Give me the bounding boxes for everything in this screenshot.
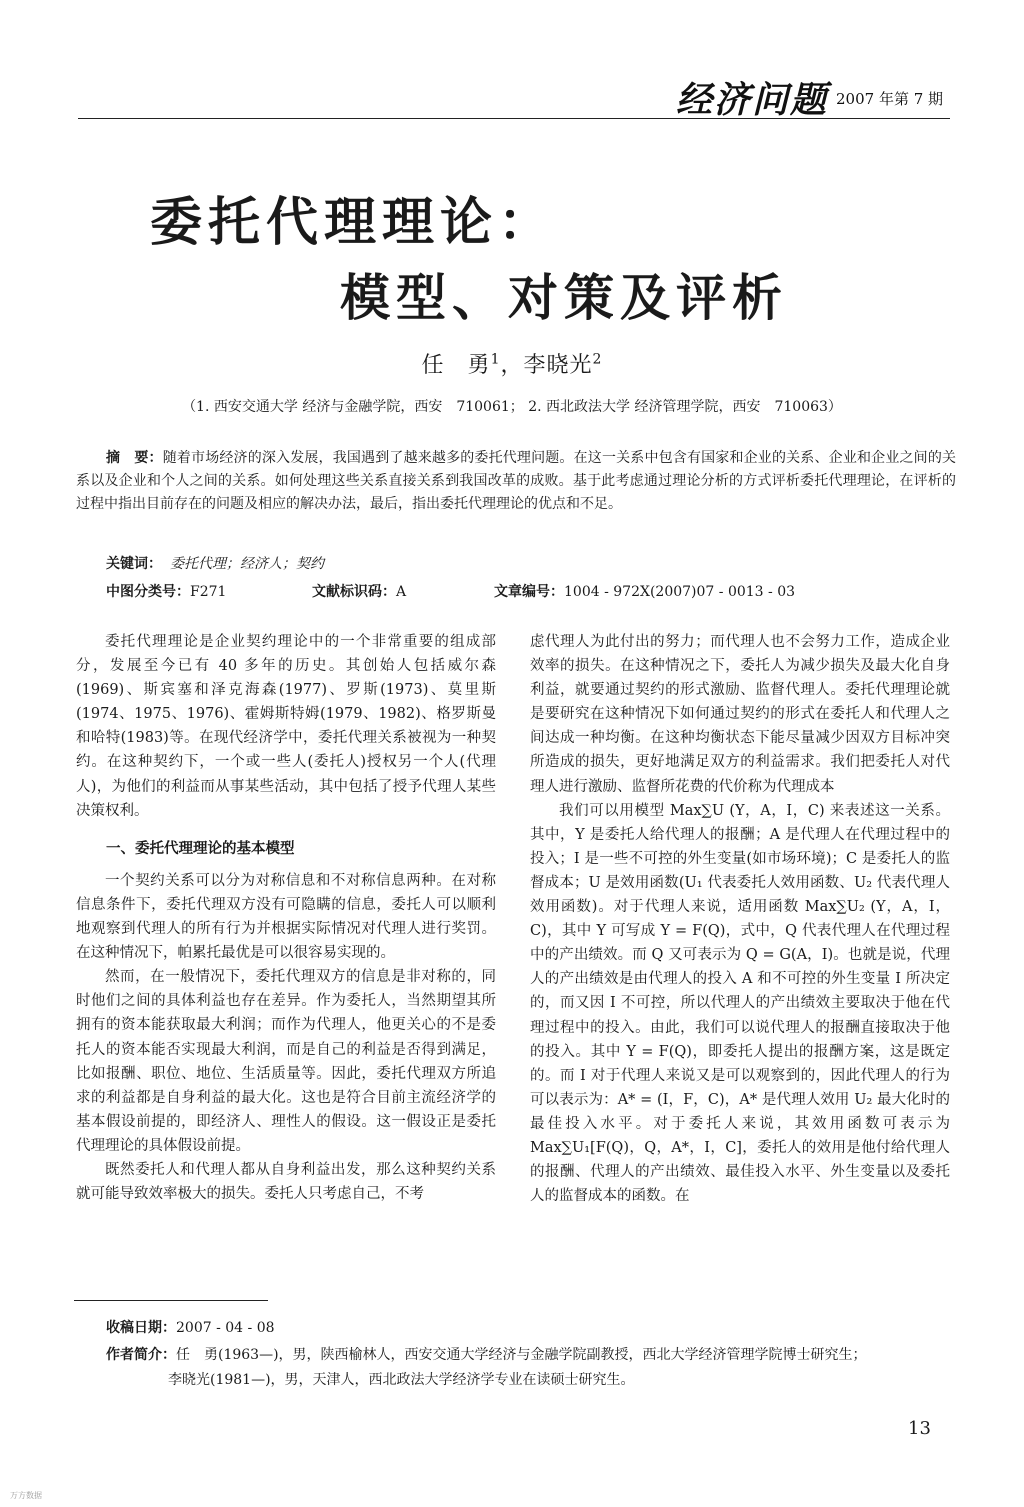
article-number xyxy=(494,581,795,601)
journal-logo: 经济问题 xyxy=(676,80,829,121)
author-bio xyxy=(106,1343,966,1393)
received-value: 2007 - 04 - 08 xyxy=(176,1320,275,1336)
issue-info: 2007 年第 7 期 xyxy=(836,90,944,108)
body-column-left xyxy=(76,630,496,1206)
watermark: 万方数据 xyxy=(10,1491,42,1500)
paragraph: 虑代理人为此付出的努力；而代理人也不会努力工作，造成企业效率的损失。在这种情况之下，委托人为减少损失及最大化自身利益，就要通过契约的形式激励、监督代理人。委托代理理论就是要研究在这种情况下如何通过契约的形式在委托人和代理人之间达成一种均衡。在这种均衡状态下能尽量减少因双方目标冲突所造成的损失，更好地满足双方的利益需求。我们把委托人对代理人进行激励、监督所花费的代价称为代理成本 xyxy=(530,634,950,795)
article-value: 1004 - 972X(2007)07 - 0013 - 03 xyxy=(564,584,796,600)
paragraph: 我们可以用模型 Max∑U (Y，A，I，C) 来表述这一关系。其中，Y 是委托人给代理人的报酬；A 是代理人在代理过程中的投入；I 是一些不可控的外生变量(如市场环境)；C 是委托人的监督成本；U 是效用函数(U₁ 代表委托人效用函数、U₂ 代表代理人效用函数)。对于代理人来说，适用函数 Max∑U₂ (Y，A，I，C)，其中 Y 可写成 Y = F(Q)，式中，Q 代表代理人在代理过程中的产出绩效。而 Q 又可表示为 Q = G(A，I)。也就是说，代理人的产出绩效是由代理人的投入 A 和不可控的外生变量 I 所决定的，而又因 I 不可控，所以代理人的产出绩效主要取决于他在代理过程中的投入。由此，我们可以说代理人的报酬直接取决于他的投入。其中 Y = F(Q)，即委托人提出的报酬方案，这是既定的。而 I 对于代理人来说又是可以观察到的，因此代理人的行为可以表示为：A* = (I，F，C)，A* 是代理人效用 U₂ 最大化时的最佳投入水平。对于委托人来说，其效用函数可表示为 Max∑U₁[F(Q)，Q，A*，I，C]，委托人的效用是他付给代理人的报酬、代理人的产出绩效、最佳投入水平、外生变量以及委托人的监督成本的函数。在 xyxy=(530,802,950,1205)
header-rule xyxy=(78,118,950,119)
keywords-value: 委托代理；经济人；契约 xyxy=(170,556,324,572)
bio-author-1: 任 勇(1963—)，男，陕西榆林人，西安交通大学经济与金融学院副教授，西北大学经济管理学院博士研究生； xyxy=(176,1347,867,1363)
doc-value: A xyxy=(396,584,407,600)
author-separator: ， xyxy=(500,353,524,378)
author-2: 李晓光 xyxy=(523,353,593,378)
received-label: 收稿日期： xyxy=(106,1320,176,1336)
affiliations: （1. 西安交通大学 经济与金融学院，西安 710061； 2. 西北政法大学 经济管理学院，西安 710063） xyxy=(182,399,842,415)
doc-label: 文献标识码： xyxy=(312,584,396,600)
abstract-label: 摘 要： xyxy=(106,450,163,466)
title-line-2: 模型、对策及评析 xyxy=(340,269,788,327)
document-code xyxy=(312,581,406,601)
author-1-affil-mark: 1 xyxy=(490,351,501,368)
paragraph: 然而，在一般情况下，委托代理双方的信息是非对称的，同时他们之间的具体利益也存在差异。作为委托人，当然期望其所拥有的资本能获取最大利润；而作为代理人，他更关心的不是委托人的资本能否实现最大利润，而是自己的利益是否得到满足，比如报酬、职位、地位、生活质量等。因此，委托代理双方所追求的利益都是自身利益的最大化。这也是符合目前主流经济学的基本假设前提的，即经济人、理性人的假设。这一假设正是委托代理理论的具体假设前提。 xyxy=(76,969,496,1154)
title-line-1: 委托代理理论： xyxy=(150,193,557,253)
author-1: 任 勇 xyxy=(421,353,491,378)
article-label: 文章编号： xyxy=(494,584,564,600)
clc-number xyxy=(106,581,226,601)
paragraph: 一个契约关系可以分为对称信息和不对称信息两种。在对称信息条件下，委托代理双方没有可隐瞒的信息，委托人可以顺利地观察到代理人的所有行为并根据实际情况对代理人进行奖罚。在这种情况下，帕累托最优是可以很容易实现的。 xyxy=(76,872,496,962)
bio-label: 作者简介： xyxy=(106,1347,176,1363)
page-number: 13 xyxy=(908,1418,931,1439)
paragraph: 既然委托人和代理人都从自身利益出发，那么这种契约关系就可能导致效率极大的损失。委托人只考虑自己，不考 xyxy=(76,1161,496,1203)
body-column-right xyxy=(530,630,950,1208)
clc-label: 中图分类号： xyxy=(106,584,190,600)
bio-author-2: 李晓光(1981—)，男，天津人，西北政法大学经济学专业在读硕士研究生。 xyxy=(168,1372,635,1388)
abstract-text: 随着市场经济的深入发展，我国遇到了越来越多的委托代理问题。在这一关系中包含有国家和企业的关系、企业和企业之间的关系以及企业和个人之间的关系。如何处理这些关系直接关系到我国改革的成败。基于此考虑通过理论分析的方式评析委托代理理论，在评析的过程中指出目前存在的问题及相应的解决办法，最后，指出委托代理理论的优点和不足。 xyxy=(76,450,957,512)
section-heading: 一、委托代理理论的基本模型 xyxy=(106,840,295,857)
author-2-affil-mark: 2 xyxy=(592,351,603,368)
abstract xyxy=(76,447,956,516)
keywords-label: 关键词： xyxy=(106,556,162,572)
footnote-rule xyxy=(74,1300,268,1301)
authors xyxy=(0,348,1024,379)
paragraph: 委托代理理论是企业契约理论中的一个非常重要的组成部分，发展至今已有 40 多年的历史。其创始人包括威尔森(1969)、斯宾塞和泽克海森(1977)、罗斯(1973)、莫里斯(1974、1975、1976)、霍姆斯特姆(1979、1982)、格罗斯曼和哈特(1983)等。在现代经济学中，委托代理关系被视为一种契约。在这种契约下，一个或一些人(委托人)授权另一个人(代理人)，为他们的利益而从事某些活动，其中包括了授予代理人某些决策权利。 xyxy=(76,634,496,819)
clc-value: F271 xyxy=(190,584,227,600)
keywords xyxy=(106,553,324,573)
received-date xyxy=(106,1317,275,1337)
